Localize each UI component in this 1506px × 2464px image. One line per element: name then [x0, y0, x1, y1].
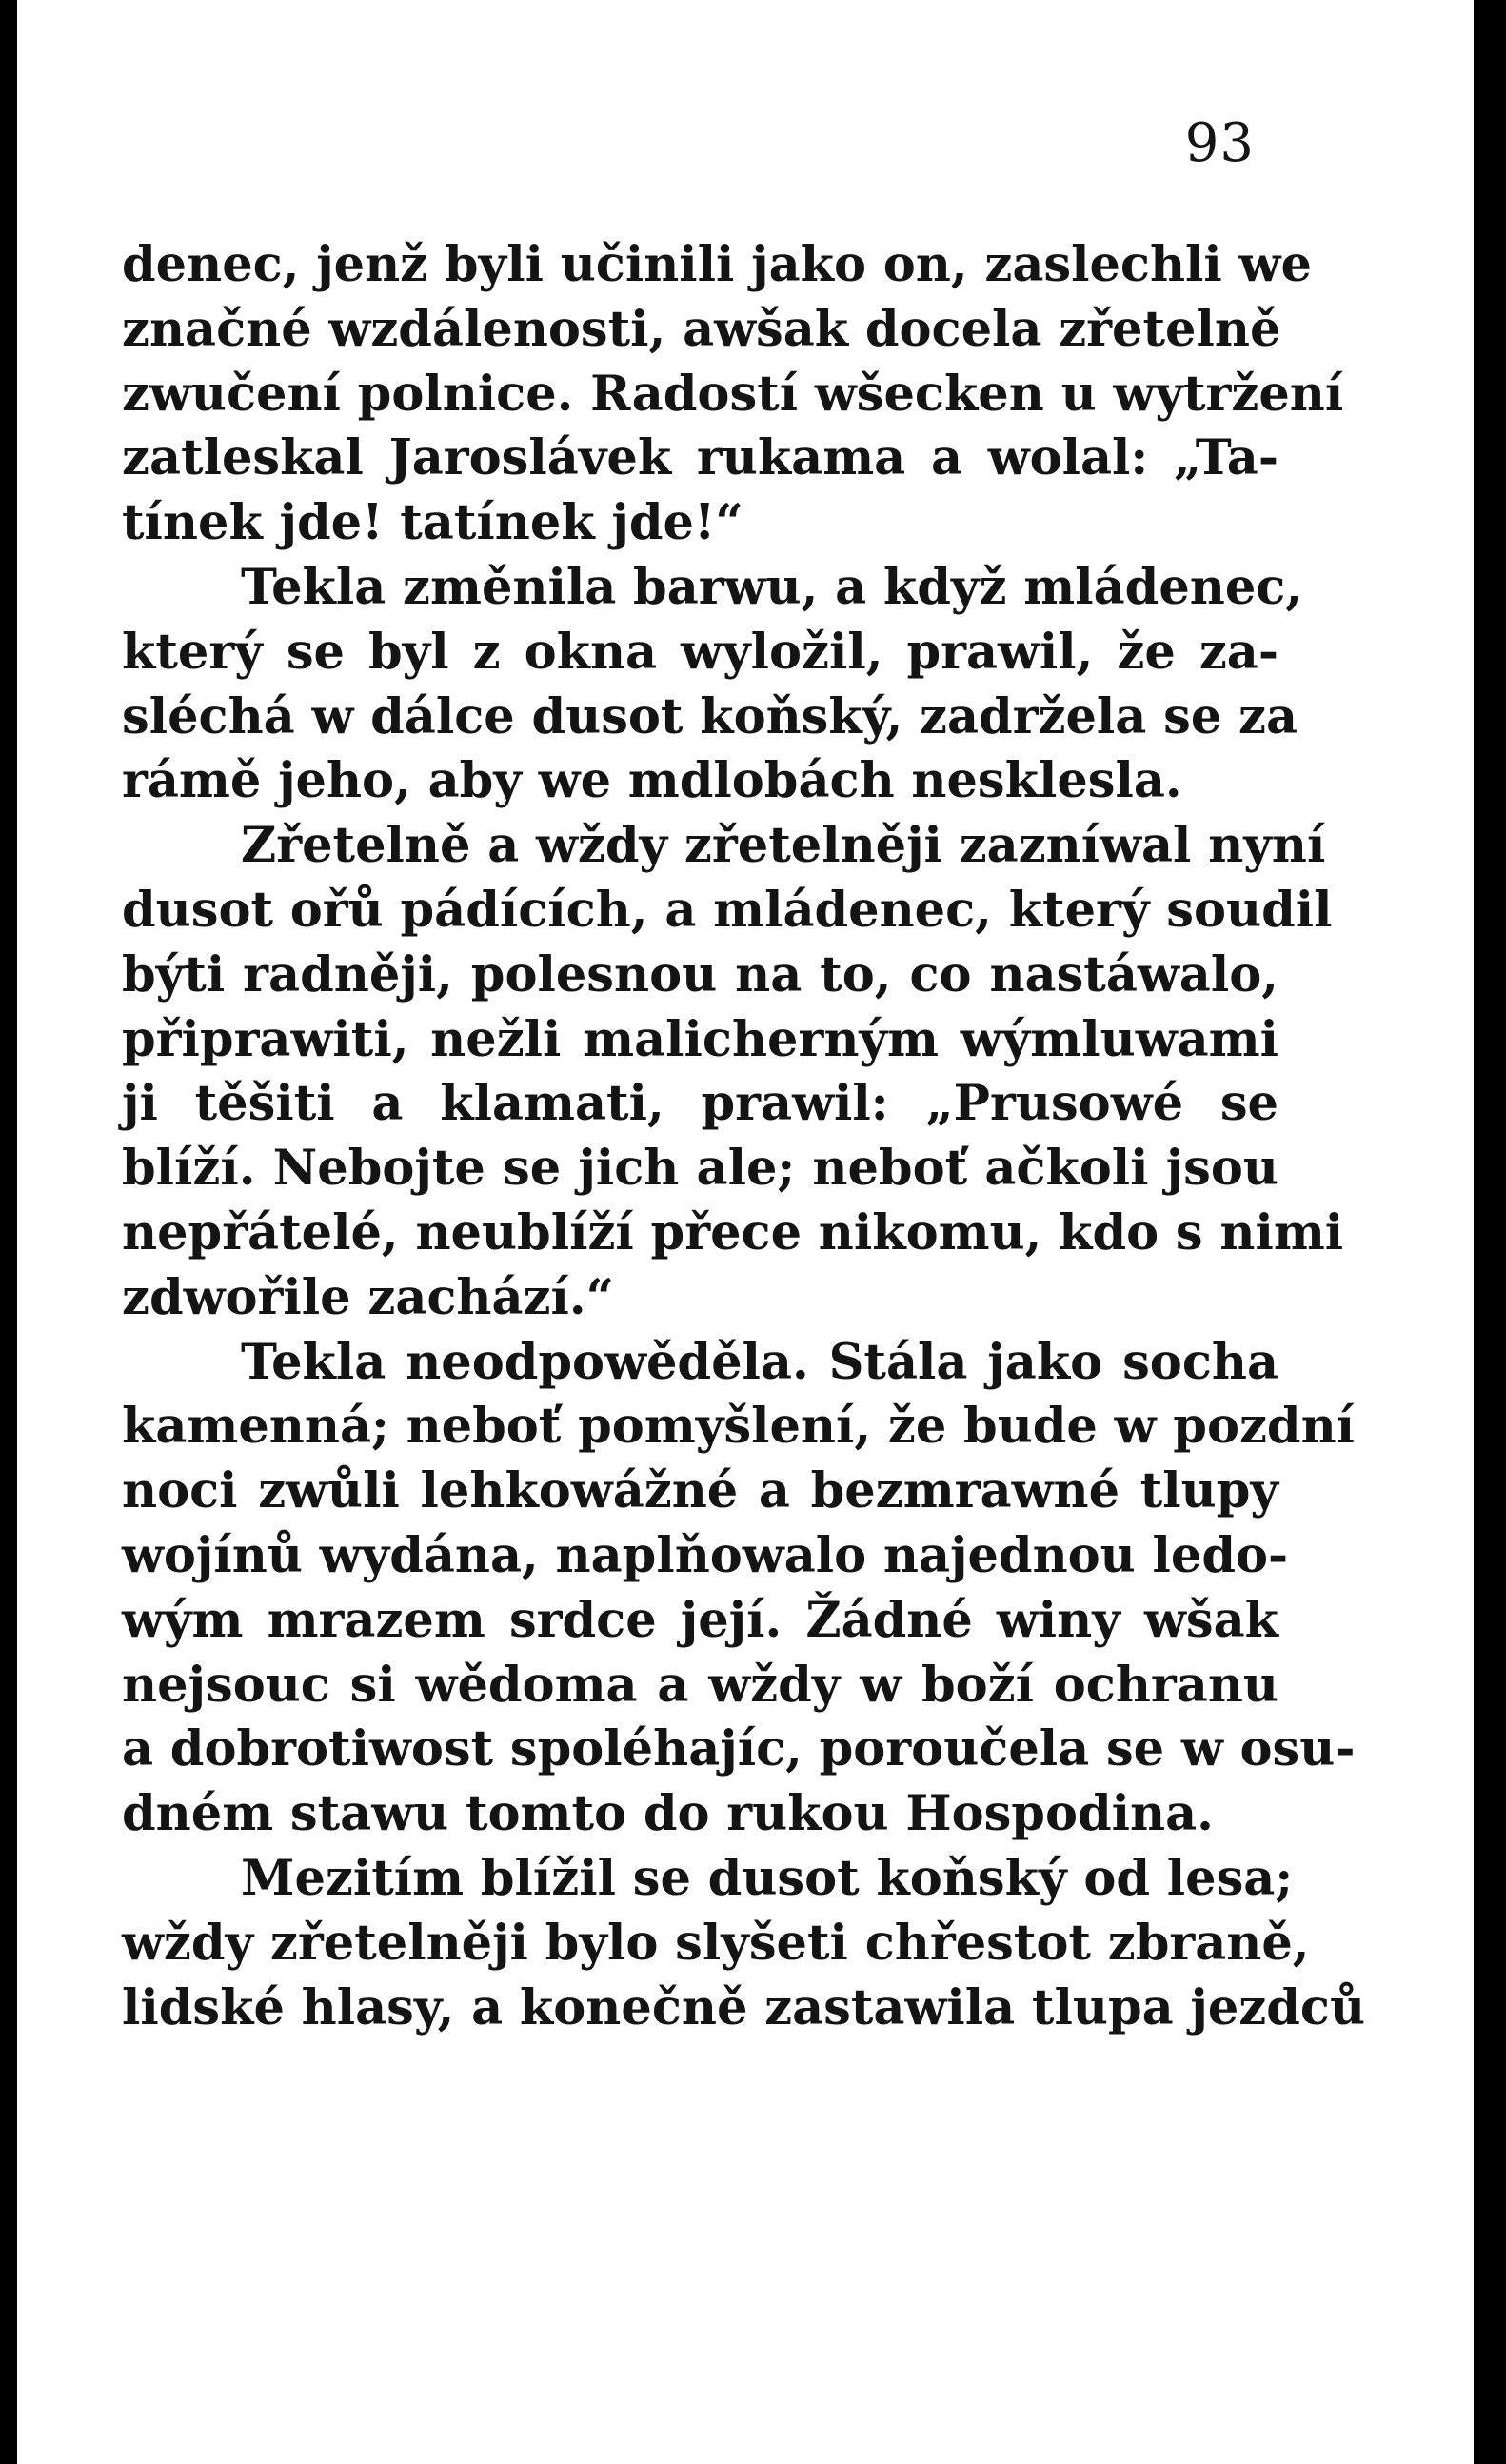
- text-line: dusot ořů pádících, a mládenec, který soudil: [122, 881, 1333, 939]
- text-line: který se byl z okna wyložil, prawil, že za-: [122, 623, 1278, 681]
- text-line: wým mrazem srdce její. Žádné winy wšak: [122, 1591, 1278, 1649]
- text-line: tínek jde! tatínek jde!“: [122, 494, 743, 552]
- text-line: býti radněji, polesnou na to, co nastáwalo,: [122, 945, 1278, 1003]
- text-line: zwučení polnice. Radostí wšecken u wytržení: [122, 365, 1344, 423]
- text-line: lidské hlasy, a konečně zastawila tlupa jezdců: [122, 1978, 1366, 2037]
- text-line: zatleskal Jaroslávek rukama a wolal: „Ta-: [122, 429, 1278, 487]
- text-line: sléchá w dálce dusot koňský, zadržela se za: [122, 687, 1298, 745]
- text-line: ji těšiti a klamati, prawil: „Prusowé se: [122, 1075, 1278, 1133]
- text-line: blíží. Nebojte se jich ale; neboť ačkoli jsou: [122, 1140, 1278, 1198]
- text-line: wždy zřetelněji bylo slyšeti chřestot zbraně,: [122, 1914, 1310, 1972]
- body-text: [122, 233, 1366, 2040]
- text-line: wojínů wydána, naplňowalo najednou ledo-: [122, 1526, 1289, 1584]
- paragraph-first-line: Mezitím blížil se dusot koňský od lesa;: [241, 1849, 1294, 1907]
- paragraph-first-line: Zřetelně a wždy zřetelněji zazníwal nyní: [241, 817, 1326, 875]
- text-line: dném stawu tomto do rukou Hospodina.: [122, 1785, 1214, 1843]
- text-line: nepřátelé, neublíží přece nikomu, kdo s nimi: [122, 1203, 1344, 1262]
- book-page: [17, 0, 1474, 2464]
- text-line: nejsouc si wědoma a wždy w boží ochranu: [122, 1656, 1278, 1714]
- text-line: připrawiti, nežli malicherným wýmluwami: [122, 1010, 1278, 1068]
- text-line: rámě jeho, aby we mdlobách neskleslа.: [122, 752, 1182, 810]
- page-number: 93: [1184, 112, 1255, 174]
- text-line: denec, jenž byli učinili jako on, zaslechli we: [122, 236, 1312, 293]
- paragraph-first-line: Tekla změnila barwu, a když mládenec,: [241, 558, 1303, 616]
- text-line: značné wzdálenosti, awšak docela zřetelně: [122, 300, 1281, 358]
- text-line: noci zwůli lehkowážné a bezmrawné tlupy: [122, 1462, 1278, 1520]
- text-line: kamenná; neboť pomyšlení, že bude w pozdní: [122, 1398, 1356, 1456]
- text-line: a dobrotiwost spoléhajíc, poroučela se w osu-: [122, 1720, 1356, 1778]
- paragraph-first-line: Tekla neodpowěděla. Stála jako socha: [241, 1333, 1278, 1391]
- text-line: zdwořile zachází.“: [122, 1268, 614, 1326]
